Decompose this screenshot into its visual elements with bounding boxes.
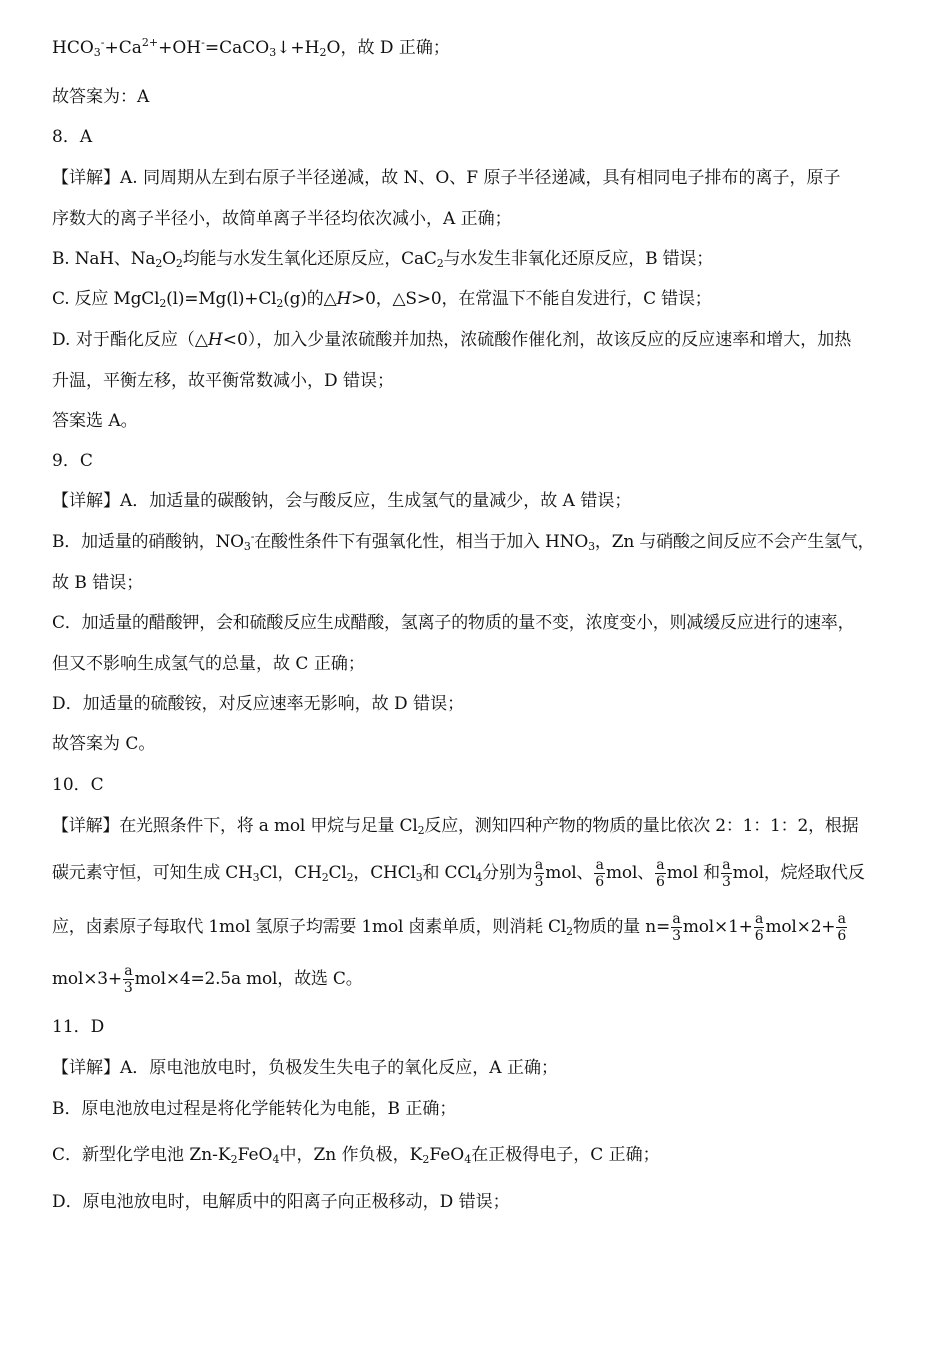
question-9-heading: 9．C (52, 451, 93, 471)
q8-detail-c: C. 反应 $MgCl_2(l)=Mg(l)+Cl_2(g)$的△H>0，△S>0，在常温下不能自发进行，C 错误； (52, 289, 712, 310)
q10-detail-line4: mol×3+ $\frac{a}{3}$ mol×4=2.5a mol，故选 C。 (52, 963, 363, 996)
answer-line: 故答案为：A (52, 87, 150, 107)
q9-detail-b-line1: B．加适量的硝酸钠，$NO_3^-$在酸性条件下有强氧化性，相当于加入 $HNO_3$，Zn 与硝酸之间反应不会产生氢气， (52, 530, 875, 553)
q8-detail-d-line2: 升温，平衡左移，故平衡常数减小，D 错误； (52, 371, 395, 391)
q8-answer: 答案选 A。 (52, 411, 138, 431)
q8-detail-d-line1: D. 对于酯化反应（△H<0），加入少量浓硫酸并加热，浓硫酸作催化剂，故该反应的反应速率和增大，加热 (52, 330, 852, 350)
q10-detail-line3: 应，卤素原子每取代 1mol 氢原子均需要 1mol 卤素单质，则消耗 $Cl_2$物质的量 n= $\frac{a}{3}$ mol×1+ $\frac{a}{6}$ mol×2+ $\frac{a}{6}$ (52, 911, 847, 944)
q10-detail-line1: 【详解】在光照条件下，将 a mol 甲烷与足量 $Cl_2$反应，测知四种产物的物质的量比依次 2：1：1：2，根据 (52, 816, 859, 837)
equation-line: $HCO_3^-+Ca^{2+}+OH^-=CaCO_3↓+H_2O$，故 D 正确； (52, 36, 450, 59)
fraction-a-over-6: $\frac{a}{6}$ (837, 911, 847, 944)
q8-detail-a-line1: 【详解】A. 同周期从左到右原子半径递减，故 N、O、F 原子半径递减，具有相同电子排布的离子，原子 (52, 168, 841, 188)
q9-answer: 故答案为 C。 (52, 734, 156, 754)
q9-detail-d: D．加适量的硫酸铵，对反应速率无影响，故 D 错误； (52, 694, 465, 714)
q9-detail-c-line1: C．加适量的醋酸钾，会和硫酸反应生成醋酸，氢离子的物质的量不变，浓度变小，则减缓反应进行的速率， (52, 613, 855, 633)
q9-detail-c-line2: 但又不影响生成氢气的总量，故 C 正确； (52, 654, 365, 674)
q11-detail-a: 【详解】A．原电池放电时，负极发生失电子的氧化反应，A 正确； (52, 1058, 558, 1078)
fraction-a-over-6: $\frac{a}{6}$ (595, 857, 605, 890)
fraction-a-over-3: $\frac{a}{3}$ (123, 963, 133, 996)
hco3-ion: $HCO_3^-$ (52, 36, 105, 59)
fraction-a-over-3: $\frac{a}{3}$ (534, 857, 544, 890)
q11-detail-d: D．原电池放电时，电解质中的阳离子向正极移动，D 错误； (52, 1192, 510, 1212)
fraction-a-over-3: $\frac{a}{3}$ (672, 911, 681, 944)
question-10-heading: 10．C (52, 775, 104, 795)
q9-detail-a: 【详解】A．加适量的碳酸钠，会与酸反应，生成氢气的量减少，故 A 错误； (52, 491, 632, 511)
q8-detail-b: B. NaH、$Na_2O_2$均能与水发生氧化还原反应，CaC$_2$与水发生非氧化还原反应，B 错误； (52, 249, 713, 270)
fraction-a-over-3: $\frac{a}{3}$ (721, 857, 731, 890)
question-11-heading: 11．D (52, 1017, 105, 1037)
fraction-a-over-6: $\frac{a}{6}$ (656, 857, 665, 890)
fraction-a-over-6: $\frac{a}{6}$ (754, 911, 764, 944)
q11-detail-b: B．原电池放电过程是将化学能转化为电能，B 正确； (52, 1099, 457, 1119)
q9-detail-b-line2: 故 B 错误； (52, 573, 144, 593)
q10-detail-line2: 碳元素守恒，可知生成 $CH_3Cl$，$CH_2Cl_2$，CHCl$_3$和 CCl$_4$分别为 $\frac{a}{3}$ mol、 $\frac{a}{6}$ mol、 $\frac{a}{6}$ mol 和 $\frac{a}{3}$ mol，烷烃取代反 (52, 857, 865, 890)
question-8-heading: 8．A (52, 127, 93, 147)
q8-detail-a-line2: 序数大的离子半径小，故简单离子半径均依次减小，A 正确； (52, 209, 512, 229)
q11-detail-c: C．新型化学电池 $Zn-K_2FeO_4$中，Zn 作负极，$K_2FeO_4$在正极得电子，C 正确； (52, 1145, 660, 1166)
